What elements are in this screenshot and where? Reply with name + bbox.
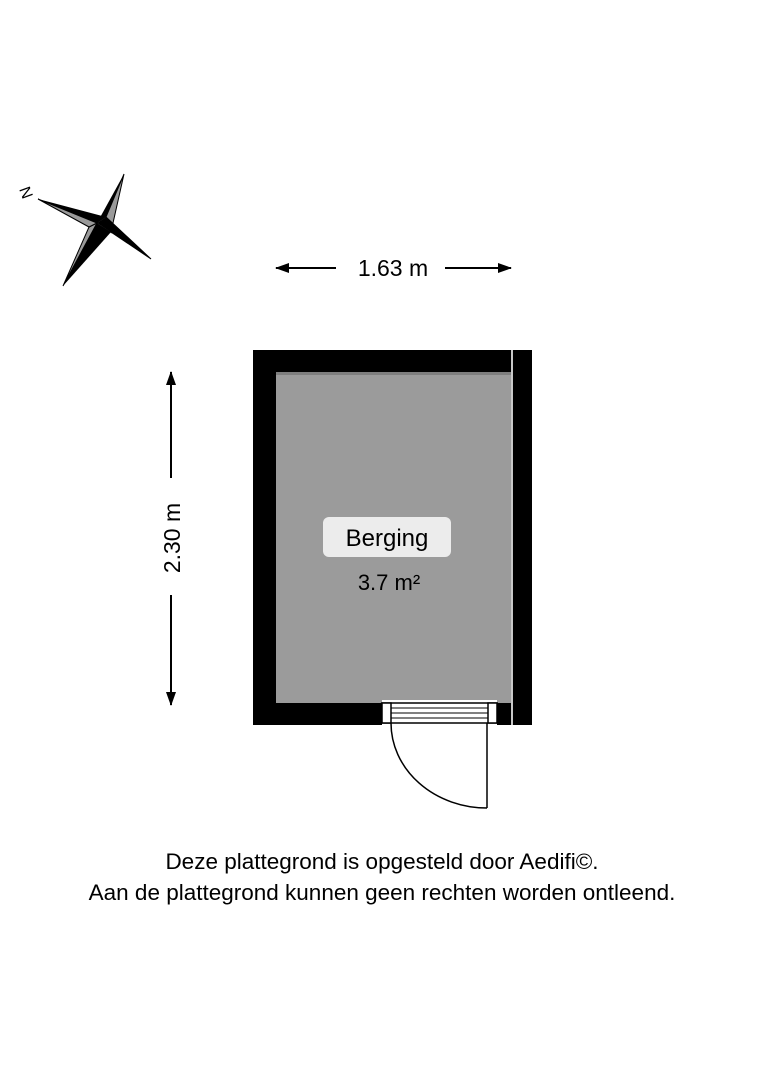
disclaimer <box>0 846 764 908</box>
height-dimension-label: 2.30 m <box>159 502 185 574</box>
north-label: N <box>15 184 36 202</box>
room-name: Berging <box>345 525 429 552</box>
disclaimer-line-2: Aan de plattegrond kunnen geen rechten worden ontleend. <box>88 880 676 905</box>
room-area: 3.7 m² <box>357 570 421 595</box>
door <box>382 700 497 808</box>
disclaimer-line-1: Deze plattegrond is opgesteld door Aedifi©. <box>165 849 599 874</box>
compass-rose-icon <box>38 174 151 286</box>
width-dimension-label: 1.63 m <box>357 255 429 281</box>
